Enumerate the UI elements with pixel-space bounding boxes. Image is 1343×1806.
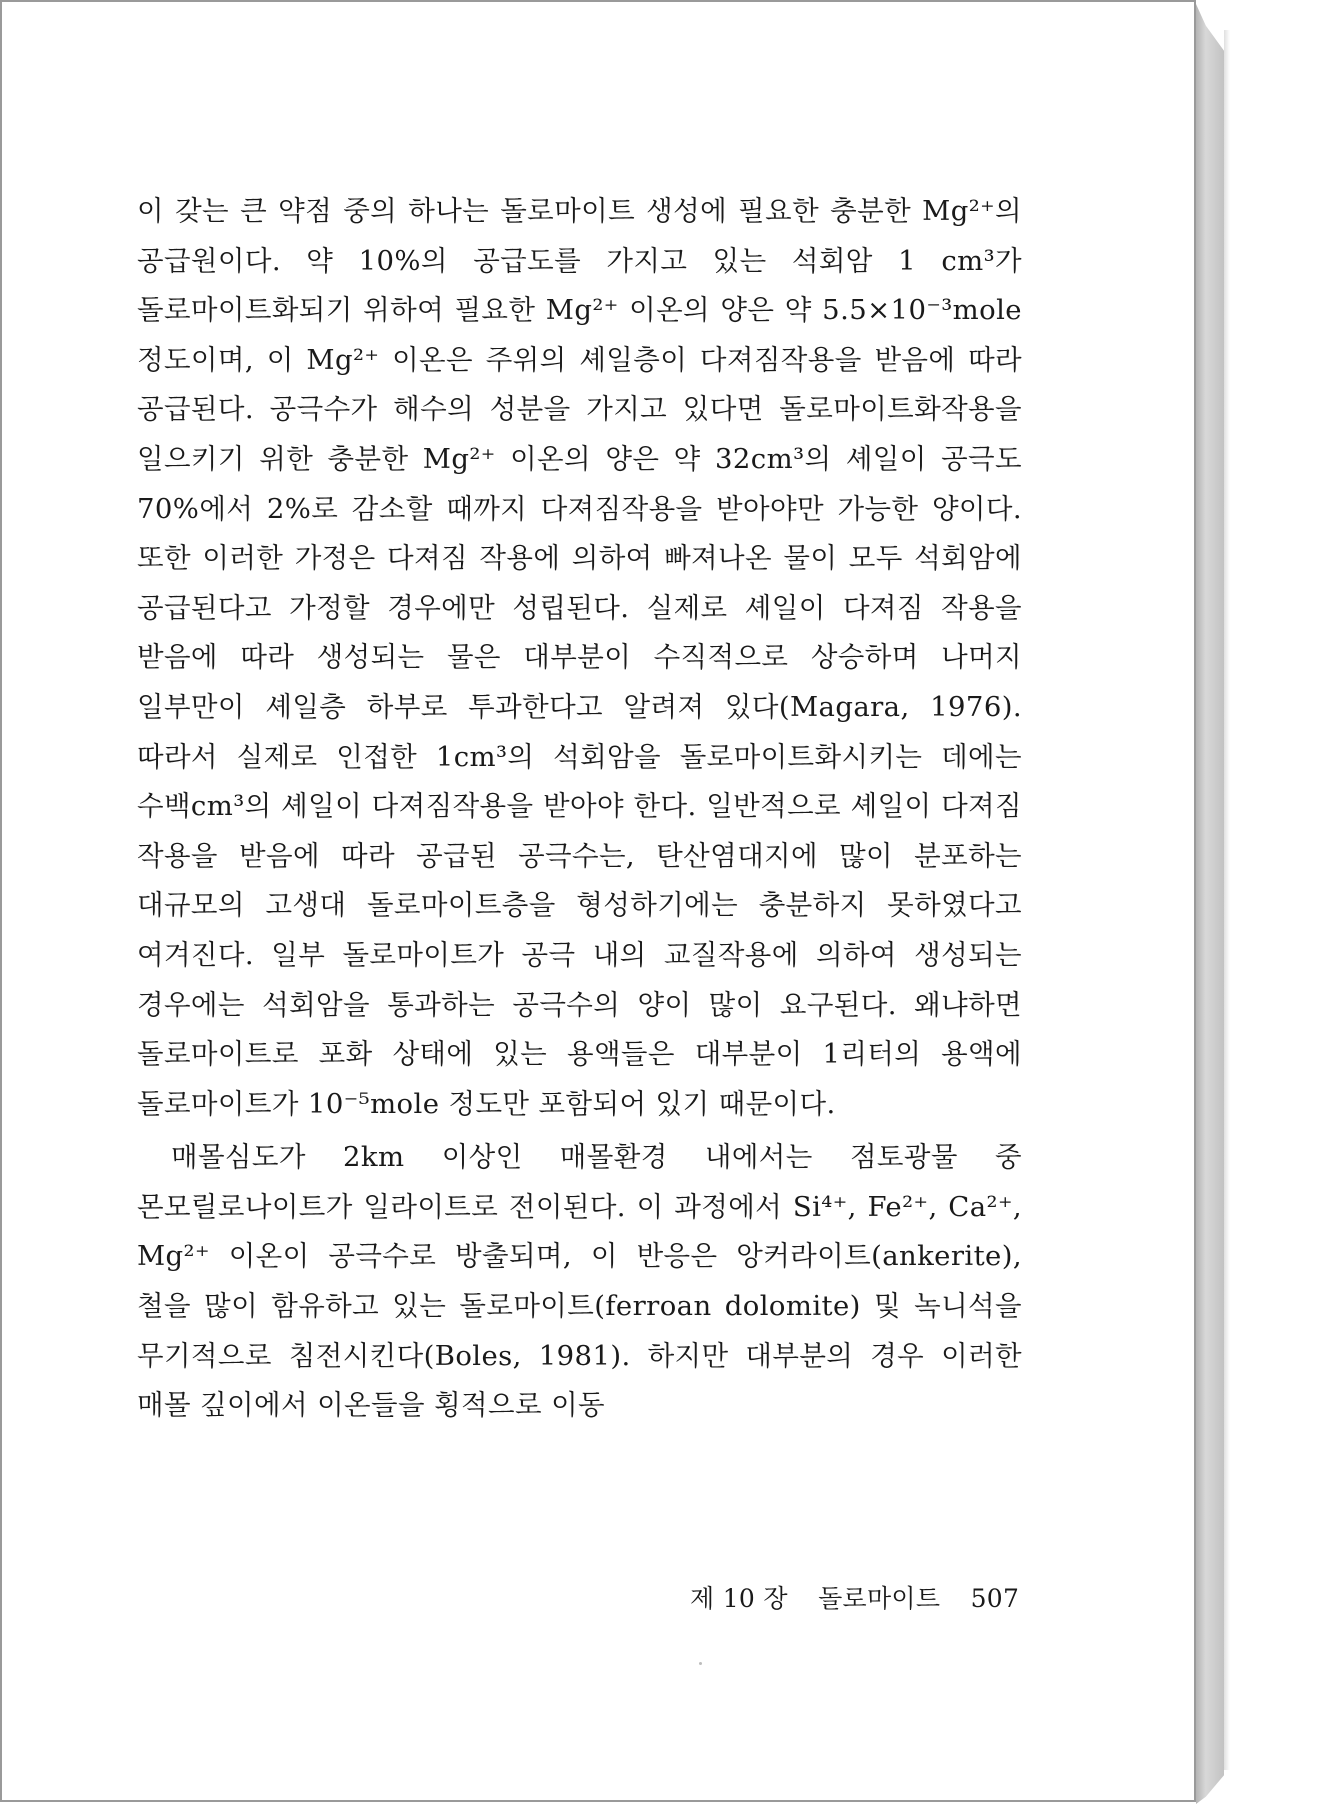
chapter-label: 제 10 장 bbox=[690, 1584, 788, 1613]
page-footer bbox=[690, 1579, 1019, 1615]
body-text bbox=[137, 187, 1022, 1431]
chapter-title: 돌로마이트 bbox=[818, 1584, 941, 1613]
page-stack-edge bbox=[1196, 4, 1224, 1804]
page-number: 507 bbox=[970, 1584, 1020, 1613]
page-edge-shadow bbox=[1224, 30, 1230, 1770]
paragraph-1: 이 갖는 큰 약점 중의 하나는 돌로마이트 생성에 필요한 충분한 Mg²⁺의 공급원이다. 약 10%의 공급도를 가지고 있는 석회암 1 cm³가 돌로마이트화되기 위하여 필요한 Mg²⁺ 이온의 양은 약 5.5×10⁻³mole 정도이며, 이 Mg²⁺ 이온은 주위의 셰일층이 다져짐작용을 받음에 따라 공급된다. 공극수가 해수의 성분을 가지고 있다면 돌로마이트화작용을 일으키기 위한 충분한 Mg²⁺ 이온의 양은 약 32cm³의 셰일이 공극도 70%에서 2%로 감소할 때까지 다져짐작용을 받아야만 가능한 양이다. 또한 이러한 가정은 다져짐 작용에 의하여 빠져나온 물이 모두 석회암에 공급된다고 가정할 경우에만 성립된다. 실제로 셰일이 다져짐 작용을 받음에 따라 생성되는 물은 대부분이 수직적으로 상승하며 나머지 일부만이 셰일층 하부로 투과한다고 알려져 있다(Magara, 1976). 따라서 실제로 인접한 1cm³의 석회암을 돌로마이트화시키는 데에는 수백cm³의 셰일이 다져짐작용을 받아야 한다. 일반적으로 셰일이 다져짐 작용을 받음에 따라 공급된 공극수는, 탄산염대지에 많이 분포하는 대규모의 고생대 돌로마이트층을 형성하기에는 충분하지 못하였다고 여겨진다. 일부 돌로마이트가 공극 내의 교질작용에 의하여 생성되는 경우에는 석회암을 통과하는 공극수의 양이 많이 요구된다. 왜냐하면 돌로마이트로 포화 상태에 있는 용액들은 대부분이 1리터의 용액에 돌로마이트가 10⁻⁵mole 정도만 포함되어 있기 때문이다. bbox=[137, 195, 1022, 1120]
paragraph-2: 매몰심도가 2km 이상인 매몰환경 내에서는 점토광물 중 몬모릴로나이트가 일라이트로 전이된다. 이 과정에서 Si⁴⁺, Fe²⁺, Ca²⁺, Mg²⁺ 이온이 공극수로 방출되며, 이 반응은 앙커라이트(ankerite), 철을 많이 함유하고 있는 돌로마이트(ferroan dolomite) 및 녹니석을 무기적으로 침전시킨다(Boles, 1981). 하지만 대부분의 경우 이러한 매몰 깊이에서 이온들을 횡적으로 이동 bbox=[137, 1141, 1022, 1422]
scan-speck bbox=[699, 1662, 702, 1665]
